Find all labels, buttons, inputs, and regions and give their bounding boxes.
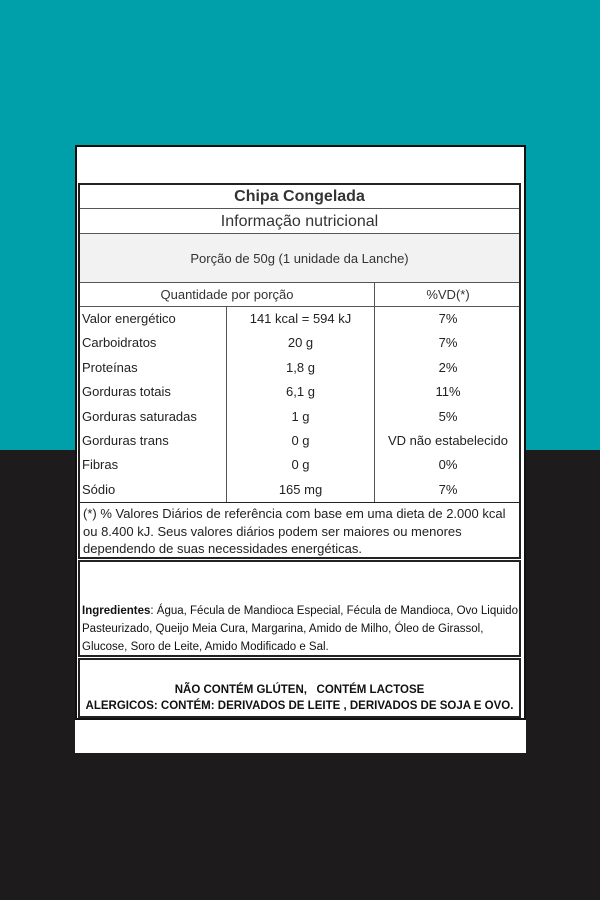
nutrition-table xyxy=(78,183,521,559)
table-row xyxy=(80,356,519,380)
nutrient-name: Valor energético xyxy=(80,307,227,331)
table-header xyxy=(80,283,519,307)
nutrient-quantity: 6,1 g xyxy=(227,380,375,404)
nutrient-name: Gorduras totais xyxy=(80,380,227,404)
table-row xyxy=(80,380,519,404)
allergen-line-2: ALERGICOS: CONTÉM: DERIVADOS DE LEITE , DERIVADOS DE SOJA E OVO. xyxy=(85,700,514,712)
nutrient-vd: 7% xyxy=(438,481,458,497)
nutrient-vd: 7% xyxy=(438,335,458,351)
nutrient-quantity: 1,8 g xyxy=(227,356,375,380)
table-row xyxy=(80,307,519,331)
nutrient-quantity: 1 g xyxy=(227,405,375,429)
nutrient-quantity: 141 kcal = 594 kJ xyxy=(227,307,375,331)
ingredients-label: Ingredientes xyxy=(82,605,151,617)
nutrient-name: Proteínas xyxy=(80,356,227,380)
nutrient-vd: 11% xyxy=(435,384,461,400)
ingredients-text xyxy=(82,602,518,656)
nutrient-quantity: 0 g xyxy=(227,429,375,453)
nutrient-quantity: 165 mg xyxy=(227,478,375,502)
ingredients-list: : Água, Fécula de Mandioca Especial, Fécula de Mandioca, Ovo Liquido Pasteurizado, Queijo Meia Cura, Margarina, Amido de Milho, Óleo de Girassol, Glucose, Soro de Leite, Amido Modificado e Sal. xyxy=(82,605,518,653)
nutrient-vd: 7% xyxy=(438,311,458,326)
header-quantity: Quantidade por porção xyxy=(80,283,375,307)
portion-info: Porção de 50g (1 unidade da Lanche) xyxy=(80,234,519,283)
table-row xyxy=(80,478,519,502)
allergen-box xyxy=(78,658,521,718)
nutrient-name: Sódio xyxy=(80,478,227,502)
nutrient-quantity: 0 g xyxy=(227,453,375,477)
nutrient-vd: 2% xyxy=(438,359,458,375)
nutrient-name: Gorduras saturadas xyxy=(80,405,227,429)
product-title: Chipa Congelada xyxy=(80,185,519,209)
table-row xyxy=(80,429,519,453)
nutrient-name: Gorduras trans xyxy=(80,429,227,453)
header-vd: %VD(*) xyxy=(426,287,470,302)
nutrition-subtitle: Informação nutricional xyxy=(80,209,519,234)
nutrient-vd: 5% xyxy=(438,408,458,424)
nutrient-name: Fibras xyxy=(80,453,227,477)
nutrient-name: Carboidratos xyxy=(80,331,227,355)
table-row xyxy=(80,405,519,429)
nutrient-vd: 0% xyxy=(438,457,458,473)
nutrient-quantity: 20 g xyxy=(227,331,375,355)
daily-value-footnote: (*) % Valores Diários de referência com base em uma dieta de 2.000 kcal ou 8.400 kJ. Seus valores diários podem ser maiores ou menores dependendo de suas necessidades energéticas. xyxy=(80,502,519,557)
table-row xyxy=(80,331,519,355)
allergen-line-1: NÃO CONTÉM GLÚTEN, CONTÉM LACTOSE xyxy=(174,684,425,696)
nutrient-vd: VD não estabelecido xyxy=(388,433,508,448)
ingredients-box xyxy=(78,560,521,657)
table-row xyxy=(80,453,519,477)
